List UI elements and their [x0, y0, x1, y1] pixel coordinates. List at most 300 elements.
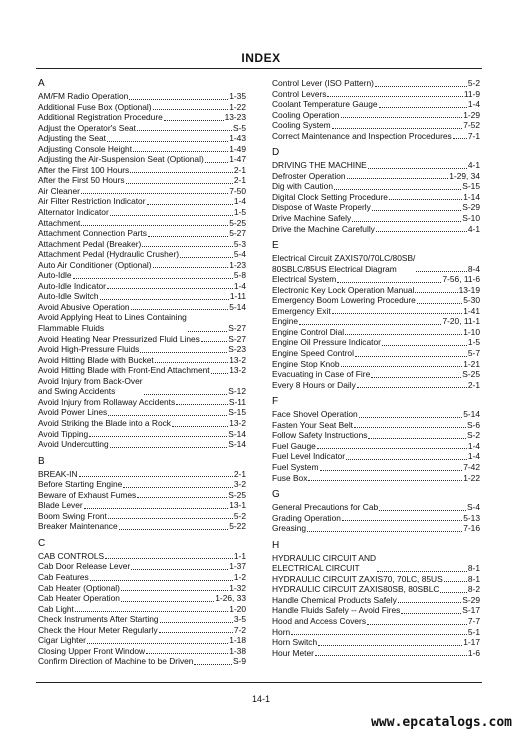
dot-leader [110, 214, 233, 216]
dot-leader [416, 270, 467, 272]
index-entry [38, 302, 246, 313]
index-entry [272, 327, 480, 338]
dot-leader [367, 623, 467, 625]
dot-leader [87, 642, 228, 644]
page-title: INDEX [241, 51, 281, 65]
entry-page: 1-32 [229, 582, 246, 593]
entry-label: CAB CONTROLS [38, 550, 105, 561]
entry-page: 1-11 [229, 291, 246, 302]
entry-page: 3-2 [233, 479, 246, 490]
entry-label: Emergency Boom Lowering Procedure [272, 295, 416, 306]
dot-leader [371, 376, 461, 378]
dot-leader [389, 198, 462, 200]
dot-leader [126, 182, 233, 184]
index-entry [38, 154, 246, 165]
entry-page: 5-13 [463, 512, 480, 523]
entry-label: Engine Stop Knob [272, 358, 340, 369]
entry-page: 5-1 [467, 626, 480, 637]
dot-leader [337, 281, 441, 283]
index-entry [272, 359, 480, 370]
index-entry [38, 281, 246, 292]
entry-page: 5-14 [229, 301, 246, 312]
entry-page: 2-1 [233, 175, 246, 186]
entry-page: 4-1 [467, 160, 480, 171]
entry-page: 1-18 [229, 635, 246, 646]
index-entry [272, 605, 480, 616]
dot-leader [347, 177, 449, 179]
entry-label: Hour Meter [272, 647, 314, 658]
entry-label: Additional Fuse Box (Optional) [38, 101, 152, 112]
index-entry [272, 523, 480, 534]
entry-label: Electrical Circuit ZAXIS70/70LC/80SB/ 80SBLC/85US Electrical Diagram [272, 253, 416, 274]
entry-page: 2-1 [233, 468, 246, 479]
dot-leader [341, 116, 463, 118]
entry-label: Dispose of Waste Properly [272, 202, 371, 213]
entry-label: Avoid Abusive Operation [38, 301, 130, 312]
entry-page: 5-27 [229, 228, 246, 239]
index-entry [38, 583, 246, 594]
dot-leader [318, 644, 462, 646]
index-entry [38, 500, 246, 511]
index-entry [272, 553, 480, 574]
entry-page: 1-5 [467, 337, 480, 348]
index-entry [38, 260, 246, 271]
entry-page: 1-41 [463, 305, 480, 316]
entry-page: 1-4 [467, 451, 480, 462]
index-entry [38, 239, 246, 250]
entry-page: 1-35 [229, 91, 246, 101]
entry-page: 8-1 [467, 573, 480, 584]
entry-page: 13-19 [458, 284, 480, 295]
index-column-left [38, 78, 246, 667]
dot-leader [108, 414, 227, 416]
dot-leader [121, 589, 228, 591]
entry-label: Before Starting Engine [38, 479, 123, 490]
entry-label: Air Cleaner [38, 185, 80, 196]
section-letter: C [38, 537, 46, 549]
entry-label: Air Filter Restriction Indicator [38, 196, 146, 207]
entry-label: Auto-Idle [38, 270, 72, 281]
dot-leader [110, 446, 228, 448]
entry-label: Face Shovel Operation [272, 409, 358, 420]
section-letter: H [272, 539, 280, 551]
dot-leader [377, 570, 467, 572]
index-entry [38, 165, 246, 176]
dot-leader [332, 312, 463, 314]
entry-page: 1-49 [229, 143, 246, 154]
index-entry [38, 112, 246, 123]
index-entry [38, 418, 246, 429]
entry-label: Auto-Idle Indicator [38, 280, 106, 291]
entry-label: Avoid Injury from Back-Over and Swing Accidents [38, 375, 143, 397]
index-entry [38, 249, 246, 260]
entry-page: 1-29 [463, 109, 480, 120]
index-entry [38, 593, 246, 604]
dot-leader [327, 95, 462, 97]
index-entry [272, 369, 480, 380]
dot-leader [317, 447, 467, 449]
index-entry [38, 270, 246, 281]
entry-label: Control Lever (ISO Pattern) [272, 78, 374, 88]
dot-leader [291, 633, 467, 635]
dot-leader [440, 591, 466, 593]
entry-label: Handle Fluids Safely -- Avoid Fires [272, 605, 401, 616]
entry-label: Fuel Level Indicator [272, 451, 346, 462]
entry-label: Alternator Indicator [38, 207, 109, 218]
entry-label: Attachment Connection Parts [38, 228, 147, 239]
index-entry [38, 175, 246, 186]
index-entry [272, 430, 480, 441]
index-entry [272, 637, 480, 648]
index-entry [38, 207, 246, 218]
dot-leader [357, 386, 467, 388]
entry-label: Engine Oil Pressure Indicator [272, 337, 381, 348]
dot-leader [368, 167, 467, 169]
entry-label: Adjusting the Air-Suspension Seat (Optional) [38, 154, 204, 165]
index-entry [272, 306, 480, 317]
entry-label: Engine Control Dial [272, 326, 345, 337]
entry-page: 1-4 [467, 99, 480, 110]
entry-page: 13-23 [224, 112, 246, 123]
dot-leader [401, 612, 461, 614]
entry-page: S-17 [462, 605, 480, 616]
dot-leader [308, 479, 462, 481]
entry-label: Electronic Key Lock Operation Manual [272, 284, 415, 295]
entry-label: Drive the Machine Carefully [272, 223, 375, 234]
dot-leader [79, 475, 233, 477]
watermark: www.epcatalogs.com [371, 715, 512, 730]
entry-page: 13-2 [229, 354, 246, 365]
index-entry [272, 192, 480, 203]
entry-page: 1-2 [233, 571, 246, 582]
entry-page: 11-9 [463, 88, 480, 99]
dot-leader [188, 330, 227, 332]
entry-page: S-2 [466, 430, 480, 441]
entry-page: 8-2 [467, 584, 480, 595]
entry-page: 2-1 [233, 164, 246, 175]
entry-label: Avoid Injury from Rollaway Accidents [38, 396, 176, 407]
entry-label: HYDRAULIC CIRCUIT AND ELECTRICAL CIRCUIT [272, 552, 377, 574]
entry-label: HYDRAULIC CIRCUIT ZAXIS70, 70LC, 85US [272, 573, 443, 584]
dot-leader [84, 507, 229, 509]
index-entry [272, 441, 480, 452]
entry-page: S-14 [228, 428, 246, 439]
entry-label: Closing Upper Front Window [38, 645, 146, 656]
index-entry [38, 186, 246, 197]
entry-page: 5-30 [463, 295, 480, 306]
index-entry [38, 133, 246, 144]
entry-page: S-11 [228, 396, 246, 407]
entry-label: Attachment Pedal (Hydraulic Crusher) [38, 249, 180, 260]
entry-page: 5-14 [463, 409, 480, 420]
index-entry [272, 253, 480, 274]
dot-leader [332, 127, 463, 129]
dot-leader [155, 361, 228, 363]
entry-label: Attachment Pedal (Breaker) [38, 238, 142, 249]
entry-label: Auto Air Conditioner (Optional) [38, 259, 152, 270]
entry-page: 13-2 [229, 365, 246, 376]
dot-leader [140, 351, 227, 353]
entry-page: 5-25 [229, 217, 246, 228]
entry-label: Cooling System [272, 120, 331, 131]
index-entry [272, 616, 480, 627]
entry-label: Avoid Power Lines [38, 407, 108, 418]
index-entry [38, 561, 246, 572]
index-entry [272, 409, 480, 420]
index-entry [272, 110, 480, 121]
entry-page: S-29 [462, 202, 480, 213]
entry-label: Defroster Operation [272, 170, 346, 181]
entry-page: S-4 [466, 502, 480, 513]
entry-label: Engine Speed Control [272, 348, 354, 359]
entry-label: Avoid Undercutting [38, 439, 109, 450]
dot-leader [341, 365, 463, 367]
dot-leader [376, 230, 467, 232]
entry-page: S-15 [228, 407, 246, 418]
entry-label: Evacuating in Case of Fire [272, 369, 371, 380]
dot-leader [307, 530, 462, 532]
index-entry [272, 160, 480, 171]
dot-leader [398, 601, 462, 603]
entry-page: 7-16 [463, 523, 480, 534]
dot-leader [315, 654, 467, 656]
index-entry [272, 78, 480, 89]
dot-leader [415, 291, 457, 293]
entry-label: Adjust the Operator's Seat [38, 122, 136, 133]
section-letter: B [38, 455, 45, 467]
entry-page: 5-2 [467, 78, 480, 88]
entry-label: Fuel Gauge [272, 440, 316, 451]
dot-leader [211, 372, 229, 374]
entry-page: S-27 [228, 323, 246, 334]
dot-leader [153, 266, 229, 268]
index-entry [272, 131, 480, 142]
index-entry [272, 584, 480, 595]
dot-leader [119, 528, 229, 530]
entry-page: S-12 [228, 386, 246, 397]
dot-leader [205, 161, 229, 163]
entry-page: 1-23 [229, 259, 246, 270]
index-entry [38, 196, 246, 207]
entry-page: 7-2 [233, 624, 246, 635]
entry-page: S-27 [228, 333, 246, 344]
index-entry [272, 181, 480, 192]
entry-page: 1-17 [463, 637, 480, 648]
index-entry [38, 551, 246, 562]
entry-page: S-10 [462, 213, 480, 224]
index-entry [38, 397, 246, 408]
dot-leader [334, 188, 461, 190]
entry-page: 5-8 [233, 270, 246, 281]
entry-label: Digital Clock Setting Procedure [272, 191, 388, 202]
index-entry [38, 91, 246, 102]
entry-label: HYDRAULIC CIRCUIT ZAXIS80SB, 80SBLC [272, 584, 440, 595]
entry-label: Auto-Idle Switch [38, 291, 99, 302]
index-entry [272, 89, 480, 100]
dot-leader [342, 519, 462, 521]
entry-label: AM/FM Radio Operation [38, 91, 129, 101]
index-entry [38, 334, 246, 345]
index-entry [272, 595, 480, 606]
entry-label: Cab Features [38, 571, 89, 582]
entry-label: Cigar Lighter [38, 635, 86, 646]
entry-page: 2-1 [467, 379, 480, 390]
dot-leader [144, 393, 228, 395]
index-entry [272, 627, 480, 638]
index-entry [38, 102, 246, 113]
section-letter: D [272, 147, 280, 159]
index-entry [38, 469, 246, 480]
entry-label: Blade Lever [38, 500, 83, 511]
entry-page: 13-1 [229, 500, 246, 511]
dot-leader [352, 220, 461, 222]
dot-leader [148, 235, 228, 237]
dot-leader [73, 277, 233, 279]
dot-leader [444, 580, 467, 582]
index-entry [38, 355, 246, 366]
dot-leader [176, 403, 228, 405]
entry-label: Follow Safety Instructions [272, 430, 368, 441]
index-entry [38, 656, 246, 667]
entry-page: S-5 [232, 122, 246, 133]
entry-label: Correct Maintenance and Inspection Procedures [272, 130, 452, 141]
dot-leader [75, 610, 228, 612]
entry-label: Fasten Your Seat Belt [272, 419, 354, 430]
dot-leader [453, 137, 467, 139]
dot-leader [130, 171, 233, 173]
dot-leader [159, 631, 233, 633]
entry-label: Horn [272, 626, 291, 637]
entry-page: S-6 [466, 419, 480, 430]
entry-label: General Precautions for Cab [272, 502, 379, 513]
entry-page: 7-56, 11-6 [442, 274, 480, 285]
index-entry [272, 648, 480, 659]
section-letter: E [272, 240, 279, 252]
dot-leader [172, 425, 228, 427]
entry-label: Avoid Heating Near Pressurized Fluid Lines [38, 333, 200, 344]
index-entry [38, 123, 246, 134]
entry-page: 1-4 [233, 196, 246, 207]
dot-leader [359, 416, 463, 418]
entry-label: Cab Light [38, 603, 74, 614]
index-entry [38, 614, 246, 625]
entry-page: 1-22 [229, 101, 246, 112]
entry-label: Additional Registration Procedure [38, 112, 163, 123]
index-entry [272, 502, 480, 513]
section-letter: G [272, 489, 280, 501]
entry-label: Grading Operation [272, 512, 341, 523]
entry-page: 1-29, 34 [449, 170, 480, 181]
index-entry [38, 407, 246, 418]
dot-leader [90, 579, 233, 581]
dot-leader [133, 150, 228, 152]
dot-leader [345, 333, 462, 335]
index-column-right [272, 78, 480, 658]
index-entry [38, 646, 246, 657]
entry-label: Control Levers [272, 88, 327, 99]
entry-label: Engine [272, 316, 299, 327]
entry-page: S-29 [462, 594, 480, 605]
index-entry [38, 625, 246, 636]
dot-leader [153, 108, 229, 110]
index-entry [38, 312, 246, 333]
entry-label: Avoid High-Pressure Fluids [38, 344, 140, 355]
dot-leader [129, 98, 228, 100]
entry-page: S-25 [228, 489, 246, 500]
dot-leader [121, 600, 214, 602]
entry-page: 7-7 [467, 615, 480, 626]
dot-leader [142, 245, 233, 247]
entry-page: 5-7 [467, 348, 480, 359]
index-entry [272, 451, 480, 462]
index-entry [38, 218, 246, 229]
entry-page: 5-22 [229, 521, 246, 532]
entry-page: 1-22 [463, 472, 480, 483]
index-entry [272, 337, 480, 348]
entry-label: Avoid Applying Heat to Lines Containing Flammable Fluids [38, 312, 187, 334]
entry-label: BREAK-IN [38, 468, 78, 479]
dot-leader [320, 469, 463, 471]
dot-leader [131, 568, 228, 570]
entry-page: S-23 [228, 344, 246, 355]
entry-label: Dig with Caution [272, 181, 333, 192]
dot-leader [354, 426, 466, 428]
entry-label: Cab Heater (Optional) [38, 582, 120, 593]
dot-leader [417, 302, 462, 304]
entry-page: 7-50 [229, 185, 246, 196]
entry-label: After the First 100 Hours [38, 164, 130, 175]
dot-leader [131, 308, 229, 310]
entry-label: Cab Heater Operation [38, 593, 120, 604]
dot-leader [372, 209, 461, 211]
entry-page: 3-5 [233, 614, 246, 625]
entry-page: 13-2 [229, 417, 246, 428]
entry-label: Adjusting Console Height [38, 143, 133, 154]
index-entry [38, 439, 246, 450]
dot-leader [81, 224, 228, 226]
index-entry [38, 429, 246, 440]
index-entry [272, 202, 480, 213]
entry-label: Handle Chemical Products Safely [272, 594, 397, 605]
dot-leader [160, 621, 233, 623]
index-entry [272, 120, 480, 131]
index-entry [38, 365, 246, 376]
dot-leader [194, 663, 231, 665]
entry-label: Fuse Box [272, 472, 308, 483]
dot-leader [105, 557, 233, 559]
index-entry [38, 511, 246, 522]
dot-leader [137, 129, 232, 131]
entry-label: Cooling Operation [272, 109, 340, 120]
entry-page: S-14 [228, 439, 246, 450]
entry-label: Hood and Access Covers [272, 615, 367, 626]
entry-label: Drive Machine Safely [272, 213, 352, 224]
index-entry [272, 99, 480, 110]
entry-label: Adjusting the Seat [38, 133, 106, 144]
entry-page: 7-52 [463, 120, 480, 131]
index-entry [38, 490, 246, 501]
dot-leader [375, 85, 467, 87]
entry-label: Greasing [272, 523, 306, 534]
top-rule [36, 68, 482, 69]
index-entry [272, 224, 480, 235]
entry-page: 8-4 [467, 263, 480, 274]
entry-page: 7-1 [467, 130, 480, 141]
dot-leader [107, 287, 233, 289]
dot-leader [107, 140, 228, 142]
dot-leader [146, 652, 228, 654]
entry-label: After the First 50 Hours [38, 175, 125, 186]
